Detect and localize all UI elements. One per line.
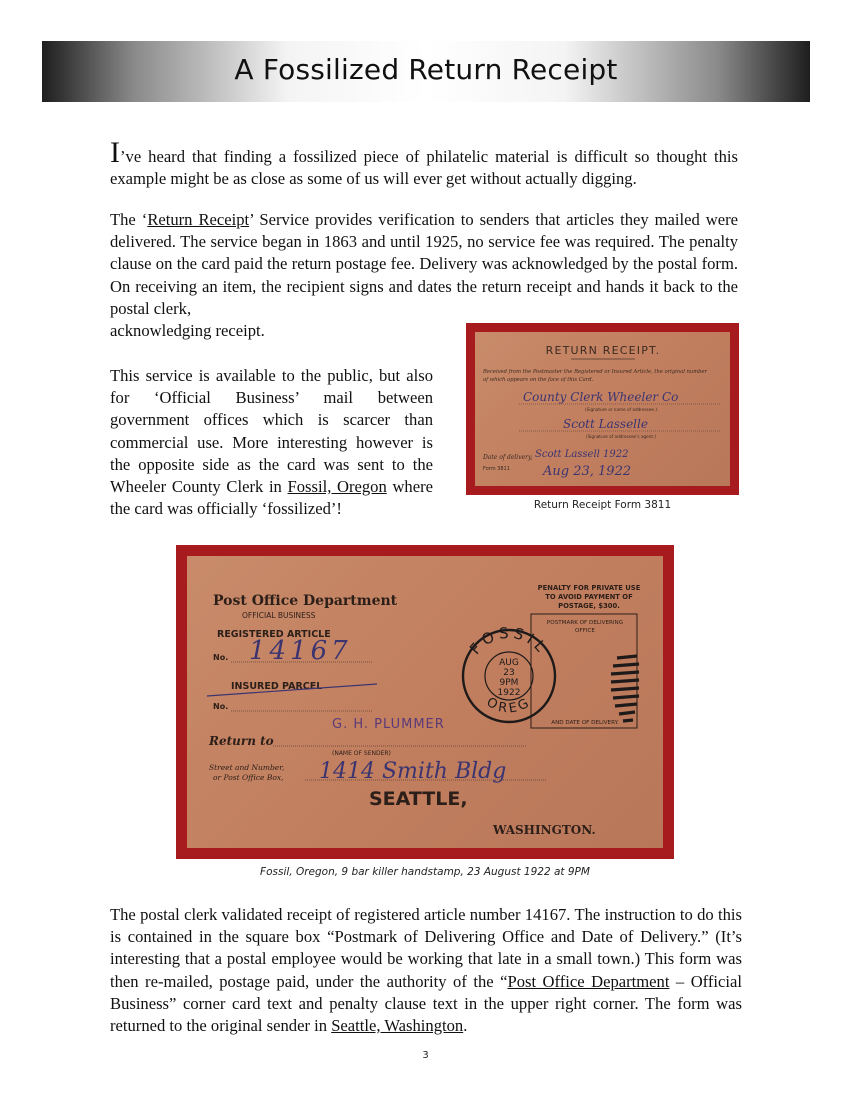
address-card-frame: [176, 545, 674, 859]
pod-state: WASHINGTON.: [493, 823, 596, 837]
postal-clerk-paragraph: [110, 904, 742, 1037]
pm-year: 1922: [497, 688, 521, 698]
figure1-caption: Return Receipt Form 3811: [533, 499, 672, 511]
para4-text-middle: – Official Business” corner card text and penalty clause text in the upper right corner. The form was returned to the original sender in: [110, 971, 742, 1036]
drop-cap: I: [110, 136, 120, 169]
pm-day: 23: [503, 668, 515, 678]
pod-box-top1: POSTMARK OF DELIVERING: [546, 620, 624, 626]
rr-hand-sig: Scott Lasselle: [563, 417, 648, 431]
figure2-caption: Fossil, Oregon, 9 bar killer handstamp, 23 August 1922 at 9PM: [260, 866, 590, 878]
pod-stamp-name: G. H. PLUMMER: [332, 717, 445, 732]
para2-text-start: The ‘: [110, 210, 148, 229]
para2-text-end: ’ Service provides verification to senders that articles they mailed were delivered. The service began in 1863 and until 1925, no service fee was required. The penalty clause on the card paid the return postage fee. Delivery was acknowledged by the postal form. On receiving an item, the recipient signs and dates the return receipt and hands it back to the postal clerk,: [110, 210, 738, 318]
pod-official: OFFICIAL BUSINESS: [242, 611, 316, 620]
rr-hand-date2: Aug 23, 1922: [543, 464, 632, 479]
rr-hand-date1: Scott Lassell 1922: [535, 449, 629, 460]
return-receipt-card-image: [475, 332, 730, 486]
pod-no2: No.: [213, 702, 229, 711]
pod-city: SEATTLE,: [369, 788, 468, 810]
rr-line2: of which appears on the face of this Card.: [483, 377, 594, 383]
para4-text-end: .: [463, 1016, 468, 1036]
return-receipt-link[interactable]: Return Receipt: [147, 210, 250, 229]
pod-heading: Post Office Department: [213, 593, 398, 609]
fossil-oregon-link[interactable]: Fossil, Oregon: [287, 477, 387, 497]
pod-number-hand: 14167: [249, 636, 352, 666]
pm-time: 9PM: [499, 678, 519, 688]
pm-town: FOSSIL: [466, 623, 552, 658]
para4-text-start: The postal clerk validated receipt of registered article number 14167. The instruction to do this is contained in the square box “Postmark of Delivering Office and Date of Delivery.” (It’s interesting that a postal employee would be working that late in a small town.) This form was then re-mailed, postage paid, under the authority of the “: [110, 905, 742, 991]
intro-paragraph: [110, 136, 738, 190]
rr-sig-label2: (Signature of addressee’s agent.): [585, 434, 657, 439]
pm-state: OREG: [483, 694, 535, 717]
pod-penalty2: TO AVOID PAYMENT OF: [545, 593, 633, 601]
pod-return-to: Return to: [209, 734, 274, 748]
page-title: A Fossilized Return Receipt: [234, 53, 618, 86]
pod-box-bottom: AND DATE OF DELIVERY.: [551, 720, 619, 726]
intro-text: ’ve heard that finding a fossilized piece of philatelic material is difficult so thought this example might be as close as some of us will ever get without actually digging.: [110, 147, 738, 189]
page-number: 3: [422, 1050, 429, 1061]
title-banner: [42, 41, 810, 102]
pod-name-label: (NAME OF SENDER): [332, 750, 391, 757]
seattle-washington-link[interactable]: Seattle, Washington: [331, 1016, 464, 1036]
rr-line1: Received from the Postmaster the Registered or Insured Article, the original number: [483, 369, 708, 375]
address-card-image: [187, 556, 663, 848]
pod-insured: INSURED PARCEL: [231, 681, 323, 692]
rr-sig-label1: (Signature or name of addressee.): [585, 407, 657, 412]
pod-street-label2: or Post Office Box,: [213, 773, 284, 782]
pod-registered: REGISTERED ARTICLE: [217, 629, 331, 640]
pod-penalty1: PENALTY FOR PRIVATE USE: [537, 584, 641, 592]
rr-heading: RETURN RECEIPT.: [545, 344, 661, 357]
pod-penalty3: POSTAGE, $300.: [558, 602, 620, 610]
pm-month: AUG: [499, 658, 519, 668]
rr-hand-clerk: County Clerk Wheeler Co: [523, 390, 679, 404]
pod-no1: No.: [213, 653, 229, 662]
pod-box-top2: OFFICE: [575, 628, 595, 634]
return-receipt-frame: [466, 323, 739, 495]
killer-bars: [611, 656, 639, 721]
pod-street-hand: 1414 Smith Bldg: [319, 759, 507, 784]
para3-text-start: This service is available to the public, but also for ‘Official Business’ mail between government offices which is scarcer than commercial use. More interesting however is the opposite side as the card was sent to the Wheeler County Clerk in: [110, 366, 433, 497]
official-business-paragraph: [110, 365, 433, 520]
rr-form-label: Form 3811: [483, 466, 510, 472]
para2-tail: [110, 320, 450, 342]
post-office-department-link[interactable]: Post Office Department: [507, 971, 670, 991]
pod-street-label1: Street and Number,: [209, 763, 285, 772]
para3-text-end: where the card was officially ‘fossilized’!: [110, 477, 433, 519]
para2-tail-text: acknowledging receipt.: [110, 321, 265, 340]
return-receipt-paragraph: [110, 209, 738, 320]
rr-date-label: Date of delivery,: [483, 454, 533, 461]
